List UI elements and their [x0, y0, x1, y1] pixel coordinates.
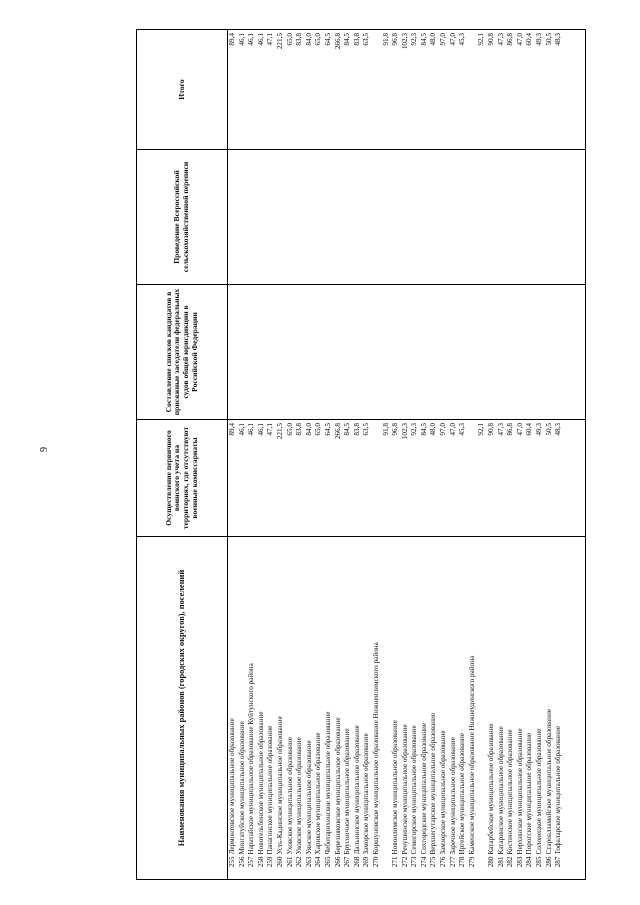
cell-military-value: 47,0	[448, 423, 457, 436]
cell-municipality-name: Сохгородское муниципальное образование	[419, 722, 428, 855]
cell-census-value	[343, 153, 353, 281]
cell-jurors-value	[554, 288, 564, 416]
header-military-registration: Осуществление первичного воинского учета на территориях, где отсутствуют военные комиссариаты	[137, 420, 228, 537]
cell-jurors-value	[449, 288, 459, 416]
cell-military-value: 46,1	[256, 423, 265, 436]
cell-municipality-name: Замзорское муниципальное образование	[439, 730, 448, 855]
cell-military-value: 63,5	[362, 423, 371, 436]
cell-row-number: 271	[391, 856, 400, 868]
cell-municipality-name: Катарбейское муниципальное образование	[487, 723, 496, 855]
cell-military-value: 45,3	[458, 423, 467, 436]
cell-jurors-value	[353, 288, 363, 416]
cell-municipality-name: Уковское муниципальное образование	[295, 737, 304, 855]
cell-census-value	[468, 153, 487, 281]
cell-military-value: 92,3	[410, 423, 419, 436]
cell-jurors-value	[401, 288, 411, 416]
cell-jurors-value	[458, 288, 468, 416]
cell-total-value: 86,8	[506, 33, 515, 46]
cell-military-value: 86,8	[506, 423, 515, 436]
budget-table	[136, 29, 586, 880]
cell-municipality-name: Верхнегутарское муниципальное образование	[429, 712, 438, 855]
cell-row-number: 285	[535, 856, 543, 868]
cell-military-value: 49,3	[535, 423, 543, 436]
cell-military-value: 48,0	[429, 423, 438, 436]
cell-census-value	[362, 153, 372, 281]
cell-total-value: 90,8	[487, 33, 496, 46]
cell-jurors-value	[487, 288, 497, 416]
cell-military-value: 102,3	[400, 423, 409, 440]
cell-total-value: 65,0	[314, 33, 323, 46]
cell-census-value	[410, 153, 420, 281]
cell-total-value: 102,3	[400, 33, 409, 50]
header-agricultural-census: Проведение Всероссийской сельскохозяйственной переписи	[137, 150, 228, 285]
cell-municipality-name: Иргейское муниципальное образование	[458, 733, 467, 855]
cell-jurors-value	[362, 288, 372, 416]
cell-row-number: 272	[400, 856, 409, 868]
cell-row-number: 286	[544, 856, 553, 868]
military-registration-column	[228, 423, 564, 533]
cell-total-value: 83,8	[295, 33, 304, 46]
cell-jurors-value	[305, 288, 315, 416]
cell-military-value: 65,0	[314, 423, 323, 436]
cell-jurors-value	[238, 288, 248, 416]
cell-municipality-name: Речушинское муниципальное образование	[400, 724, 409, 855]
cell-municipality-name: Костинское муниципальное образование	[506, 729, 515, 855]
cell-municipality-name: Заморское муниципальное образование	[362, 733, 371, 855]
cell-total-value: 49,3	[535, 33, 543, 46]
cell-total-value: 48,0	[429, 33, 438, 46]
cell-census-value	[497, 153, 507, 281]
cell-military-value: 47,3	[496, 423, 505, 436]
cell-military-value: 90,8	[487, 423, 496, 436]
cell-row-number: 283	[515, 856, 524, 868]
cell-row-number: 279	[467, 856, 476, 868]
cell-row-number: 282	[506, 856, 515, 868]
cell-military-value: 83,8	[295, 423, 304, 436]
cell-military-value: 83,8	[352, 423, 361, 436]
cell-jurors-value	[535, 288, 545, 416]
cell-jurors-value	[429, 288, 439, 416]
cell-total-value: 47,0	[448, 33, 457, 46]
cell-jurors-value	[343, 288, 353, 416]
cell-military-value: 48,3	[554, 423, 563, 436]
cell-municipality-name: Семигорское муниципальное образование	[410, 725, 419, 855]
cell-census-value	[525, 153, 535, 281]
cell-municipality-name: Мингатуйское муниципальное образование	[237, 721, 246, 855]
cell-military-value: 221,5	[275, 423, 284, 440]
cell-census-value	[247, 153, 257, 281]
cell-jurors-value	[391, 288, 401, 416]
cell-census-value	[420, 153, 430, 281]
cell-municipality-name: Панагинское муниципальное образование	[266, 725, 275, 855]
cell-municipality-name: Тофаларское муниципальное образование	[554, 725, 563, 855]
cell-municipality-name: Солонецкое муниципальное образование	[535, 728, 543, 855]
cell-census-value	[449, 153, 459, 281]
cell-census-value	[516, 153, 526, 281]
cell-row-number: 280	[487, 856, 496, 868]
cell-census-value	[257, 153, 267, 281]
header-name: Наименования муниципальных районов (городских округов), поселений	[137, 537, 228, 880]
cell-row-number: 266	[333, 856, 342, 868]
cell-census-value	[429, 153, 439, 281]
cell-military-value: 46,1	[237, 423, 246, 436]
cell-total-value: 47,0	[515, 33, 524, 46]
cell-row-number: 287	[554, 856, 563, 868]
header-total: Итого	[137, 30, 228, 150]
cell-census-value	[353, 153, 363, 281]
cell-total-value: 221,5	[275, 33, 284, 50]
cell-military-value: 47,0	[515, 423, 524, 436]
cell-jurors-value	[276, 288, 286, 416]
cell-census-value	[391, 153, 401, 281]
total-column	[228, 33, 564, 146]
cell-jurors-value	[372, 288, 391, 416]
cell-municipality-name: Уянское муниципальное образование	[304, 740, 313, 855]
cell-jurors-value	[506, 288, 516, 416]
cell-row-number: 258	[256, 856, 265, 868]
cell-municipality-name: Брусничное муниципальное образование	[343, 728, 352, 855]
cell-total-value: 46,1	[256, 33, 265, 46]
cell-row-number: 259	[266, 856, 275, 868]
cell-municipality-name: Чеботарихинское муниципальное образование	[323, 711, 332, 855]
row-number-column	[228, 857, 564, 877]
cell-municipality-name: Староалзамайское муниципальное образование	[544, 708, 553, 855]
cell-municipality-name: Каменское муниципальное образование Нижнеудинского района	[467, 655, 476, 855]
cell-jurors-value	[286, 288, 296, 416]
cell-military-value: 266,8	[333, 423, 342, 440]
cell-row-number: 261	[285, 856, 294, 868]
cell-municipality-name: Харикское муниципальное образование	[314, 732, 323, 855]
cell-census-value	[506, 153, 516, 281]
cell-jurors-value	[257, 288, 267, 416]
cell-total-value: 92,1	[477, 33, 486, 46]
cell-total-value: 47,1	[266, 33, 275, 46]
cell-jurors-value	[420, 288, 430, 416]
cell-total-value: 96,8	[391, 33, 400, 46]
cell-municipality-name: Катаринское муниципальное образование	[496, 726, 505, 855]
cell-census-value	[305, 153, 315, 281]
cell-military-value: 92,1	[477, 423, 486, 436]
cell-census-value	[238, 153, 248, 281]
cell-total-value: 46,1	[237, 33, 246, 46]
cell-military-value: 84,5	[419, 423, 428, 436]
cell-total-value: 65,0	[285, 33, 294, 46]
cell-military-value: 91,8	[381, 423, 390, 436]
cell-total-value: 50,5	[544, 33, 553, 46]
cell-municipality-name: Нерхинское муниципальное образование	[515, 728, 524, 855]
cell-total-value: 83,8	[352, 33, 361, 46]
cell-row-number: 278	[458, 856, 467, 868]
cell-jurors-value	[334, 288, 344, 416]
cell-jurors-value	[439, 288, 449, 416]
cell-total-value: 45,3	[458, 33, 467, 46]
cell-military-value: 97,0	[439, 423, 448, 436]
cell-municipality-name: Усть-Кадинское муниципальное образование	[275, 716, 284, 855]
header-jurors-lists: Составление списков кандидатов в присяжные заседатели федеральных судов общей юрисдикции в Российской Федерации	[137, 285, 228, 420]
cell-municipality-name: Лермонтовское муниципальное образование	[228, 718, 236, 855]
cell-row-number: 262	[295, 856, 304, 868]
cell-total-value: 47,3	[496, 33, 505, 46]
budget-table-sheet	[136, 30, 586, 880]
cell-census-value	[487, 153, 497, 281]
cell-row-number: 255	[228, 856, 236, 868]
cell-row-number: 275	[429, 856, 438, 868]
table-header-row	[137, 30, 228, 880]
cell-jurors-value	[497, 288, 507, 416]
cell-jurors-value	[314, 288, 324, 416]
cell-census-value	[545, 153, 555, 281]
cell-municipality-name: Дальнинское муниципальное образование	[352, 725, 361, 855]
cell-census-value	[228, 153, 238, 281]
cell-jurors-value	[228, 288, 238, 416]
cell-census-value	[535, 153, 545, 281]
cell-census-value	[372, 153, 391, 281]
cell-total-value: 46,1	[247, 33, 256, 46]
cell-census-value	[554, 153, 564, 281]
cell-total-value: 97,0	[439, 33, 448, 46]
cell-census-value	[286, 153, 296, 281]
page-number: 9	[39, 447, 50, 452]
cell-total-value: 89,4	[228, 33, 236, 46]
cell-total-value: 84,5	[343, 33, 352, 46]
cell-military-value: 84,0	[304, 423, 313, 436]
cell-municipality-name: Новоилимское муниципальное образование	[391, 720, 400, 855]
municipality-name-column	[228, 540, 564, 855]
cell-military-value: 50,5	[544, 423, 553, 436]
cell-total-value: 84,5	[419, 33, 428, 46]
cell-total-value: 63,5	[362, 33, 371, 46]
cell-row-number: 260	[275, 856, 284, 868]
cell-total-value: 84,0	[304, 33, 313, 46]
table-body-row	[228, 30, 586, 880]
cell-municipality-name: Коршуновское муниципальное образование Нижнеилимского района	[371, 642, 380, 855]
cell-total-value: 92,3	[410, 33, 419, 46]
cell-military-value: 47,1	[266, 423, 275, 436]
cell-census-value	[266, 153, 276, 281]
cell-military-value: 84,5	[343, 423, 352, 436]
cell-jurors-value	[295, 288, 305, 416]
cell-row-number: 270	[371, 856, 380, 868]
cell-census-value	[295, 153, 305, 281]
cell-jurors-value	[525, 288, 535, 416]
cell-municipality-name: Порогское муниципальное образование	[525, 732, 534, 855]
cell-total-value: 48,3	[554, 33, 563, 46]
cell-military-value: 96,8	[391, 423, 400, 436]
cell-military-value: 65,0	[285, 423, 294, 436]
cell-municipality-name: Березняковское муниципальное образование	[333, 717, 342, 855]
cell-row-number: 273	[410, 856, 419, 868]
cell-jurors-value	[247, 288, 257, 416]
cell-row-number: 281	[496, 856, 505, 868]
jurors-lists-column	[228, 288, 564, 416]
cell-row-number: 277	[448, 856, 457, 868]
cell-jurors-value	[516, 288, 526, 416]
cell-census-value	[324, 153, 334, 281]
cell-row-number: 274	[419, 856, 428, 868]
agricultural-census-column	[228, 153, 564, 281]
cell-census-value	[401, 153, 411, 281]
cell-row-number: 264	[314, 856, 323, 868]
cell-total-value: 91,8	[381, 33, 390, 46]
cell-military-value: 46,1	[247, 423, 256, 436]
cell-municipality-name: Уховское муниципальное образование	[285, 737, 294, 855]
cell-census-value	[334, 153, 344, 281]
cell-row-number: 276	[439, 856, 448, 868]
cell-census-value	[276, 153, 286, 281]
cell-row-number: 268	[352, 856, 361, 868]
cell-municipality-name: Наратайское муниципальное образование Куйтунского района	[247, 663, 256, 855]
cell-row-number: 256	[237, 856, 246, 868]
cell-census-value	[458, 153, 468, 281]
cell-census-value	[314, 153, 324, 281]
cell-jurors-value	[410, 288, 420, 416]
cell-military-value: 64,5	[323, 423, 332, 436]
cell-municipality-name: Заречное муниципальное образование	[448, 737, 457, 855]
cell-municipality-name: Новотельбинское муниципальное образование	[256, 711, 265, 855]
cell-row-number: 263	[304, 856, 313, 868]
cell-total-value: 64,5	[323, 33, 332, 46]
cell-military-value: 89,4	[228, 423, 236, 436]
cell-jurors-value	[266, 288, 276, 416]
cell-census-value	[439, 153, 449, 281]
cell-military-value: 60,4	[525, 423, 534, 436]
cell-row-number: 267	[343, 856, 352, 868]
cell-row-number: 284	[525, 856, 534, 868]
cell-row-number: 257	[247, 856, 256, 868]
cell-row-number: 269	[362, 856, 371, 868]
cell-total-value: 266,8	[333, 33, 342, 50]
cell-jurors-value	[324, 288, 334, 416]
cell-jurors-value	[545, 288, 555, 416]
cell-jurors-value	[468, 288, 487, 416]
cell-total-value: 60,4	[525, 33, 534, 46]
cell-row-number: 265	[323, 856, 332, 868]
